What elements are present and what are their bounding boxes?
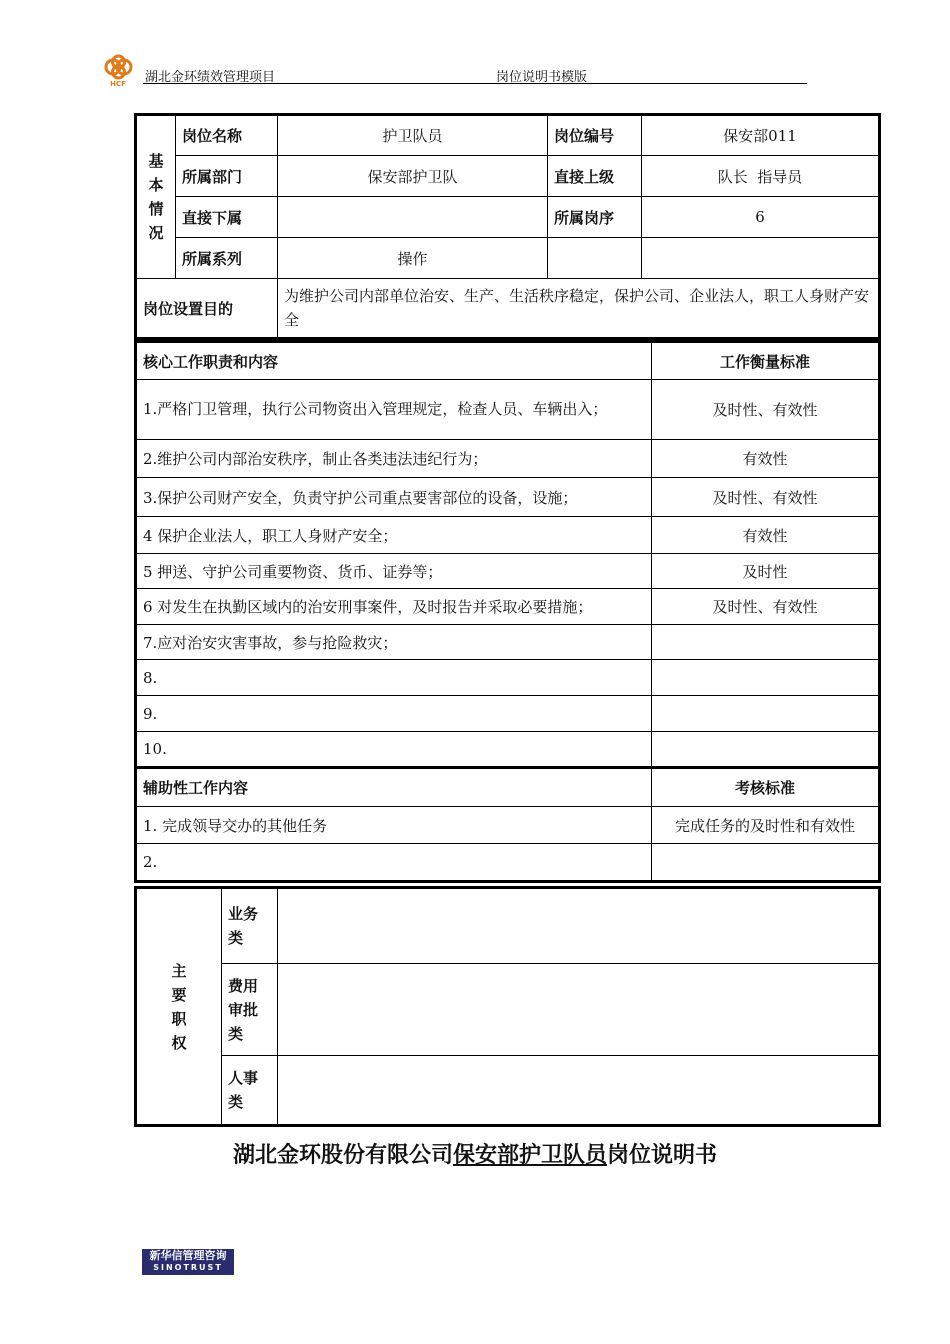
core-row-content: 8. xyxy=(136,660,652,696)
authority-value-business xyxy=(278,888,880,964)
authority-value-personnel xyxy=(278,1056,880,1126)
core-row-standard: 及时性、有效性 xyxy=(652,478,880,517)
core-row-standard: 有效性 xyxy=(652,517,880,554)
aux-header-content: 辅助性工作内容 xyxy=(136,768,652,807)
label-subordinates: 直接下属 xyxy=(176,197,278,238)
authority-section-label: 主 要 职 权 xyxy=(136,888,222,1126)
authority-value-expense xyxy=(278,964,880,1056)
core-row-standard: 及时性、有效性 xyxy=(652,589,880,625)
value-supervisor: 队长 指导员 xyxy=(642,156,880,197)
empty-cell xyxy=(548,238,642,279)
header-project-name: 湖北金环绩效管理项目 xyxy=(145,70,276,85)
label-department: 所属部门 xyxy=(176,156,278,197)
core-row-content: 6 对发生在执勤区域内的治安刑事案件，及时报告并采取必要措施； xyxy=(136,589,652,625)
core-row-content: 2.维护公司内部治安秩序，制止各类违法违纪行为； xyxy=(136,440,652,478)
core-row-standard: 有效性 xyxy=(652,440,880,478)
value-subordinates xyxy=(278,197,548,238)
header-divider xyxy=(143,83,807,84)
consultancy-logo-text: 新华信管理咨询 xyxy=(149,1249,227,1262)
core-row-standard: 及时性、有效性 xyxy=(652,380,880,440)
core-row-content: 9. xyxy=(136,696,652,732)
consultancy-logo-subtext: SINOTRUST xyxy=(153,1263,223,1272)
core-row-content: 1.严格门卫管理，执行公司物资出入管理规定，检查人员、车辆出入； xyxy=(136,380,652,440)
value-series: 操作 xyxy=(278,238,548,279)
label-position-name: 岗位名称 xyxy=(176,115,278,156)
aux-header-standard: 考核标准 xyxy=(652,768,880,807)
document-title xyxy=(0,1138,950,1169)
aux-row-content: 2. xyxy=(136,844,652,882)
header-template-name: 岗位说明书模版 xyxy=(496,70,588,85)
value-purpose: 为维护公司内部单位治安、生产、生活秩序稳定，保护公司、企业法人，职工人身财产安全 xyxy=(278,279,880,339)
page-header xyxy=(100,52,808,86)
label-position-rank: 所属岗序 xyxy=(548,197,642,238)
core-row-content: 10. xyxy=(136,732,652,768)
title-suffix: 岗位说明书 xyxy=(607,1143,718,1168)
label-series: 所属系列 xyxy=(176,238,278,279)
core-row-content: 4 保护企业法人，职工人身财产安全； xyxy=(136,517,652,554)
label-purpose: 岗位设置目的 xyxy=(136,279,278,339)
aux-row-standard: 完成任务的及时性和有效性 xyxy=(652,807,880,844)
label-position-code: 岗位编号 xyxy=(548,115,642,156)
authority-table xyxy=(134,886,881,1127)
title-prefix: 湖北金环股份有限公司 xyxy=(232,1143,453,1168)
company-logo-icon xyxy=(100,54,140,88)
value-position-name: 护卫队员 xyxy=(278,115,548,156)
core-row-standard xyxy=(652,696,880,732)
value-position-rank: 6 xyxy=(642,197,880,238)
basic-section-label: 基 本 情 况 xyxy=(136,115,176,279)
authority-label-expense: 费用 审批 类 xyxy=(222,964,278,1056)
core-row-standard xyxy=(652,660,880,696)
core-header-content: 核心工作职责和内容 xyxy=(136,342,652,380)
title-position: 保安部护卫队员 xyxy=(452,1142,607,1168)
consultancy-logo xyxy=(142,1249,234,1275)
value-position-code: 保安部011 xyxy=(642,115,880,156)
core-row-standard xyxy=(652,732,880,768)
core-row-content: 5 押送、守护公司重要物资、货币、证券等； xyxy=(136,554,652,589)
core-row-standard: 及时性 xyxy=(652,554,880,589)
authority-label-business: 业务 类 xyxy=(222,888,278,964)
aux-row-standard xyxy=(652,844,880,882)
basic-info-table xyxy=(134,113,881,340)
core-row-content: 7.应对治安灾害事故，参与抢险救灾； xyxy=(136,625,652,660)
core-header-standard: 工作衡量标准 xyxy=(652,342,880,380)
label-supervisor: 直接上级 xyxy=(548,156,642,197)
authority-label-personnel: 人事 类 xyxy=(222,1056,278,1126)
value-department: 保安部护卫队 xyxy=(278,156,548,197)
aux-row-content: 1. 完成领导交办的其他任务 xyxy=(136,807,652,844)
core-row-standard xyxy=(652,625,880,660)
core-duties-table xyxy=(134,340,881,883)
core-row-content: 3.保护公司财产安全，负责守护公司重点要害部位的设备，设施； xyxy=(136,478,652,517)
empty-cell xyxy=(642,238,880,279)
svg-text:HCF: HCF xyxy=(110,80,126,88)
